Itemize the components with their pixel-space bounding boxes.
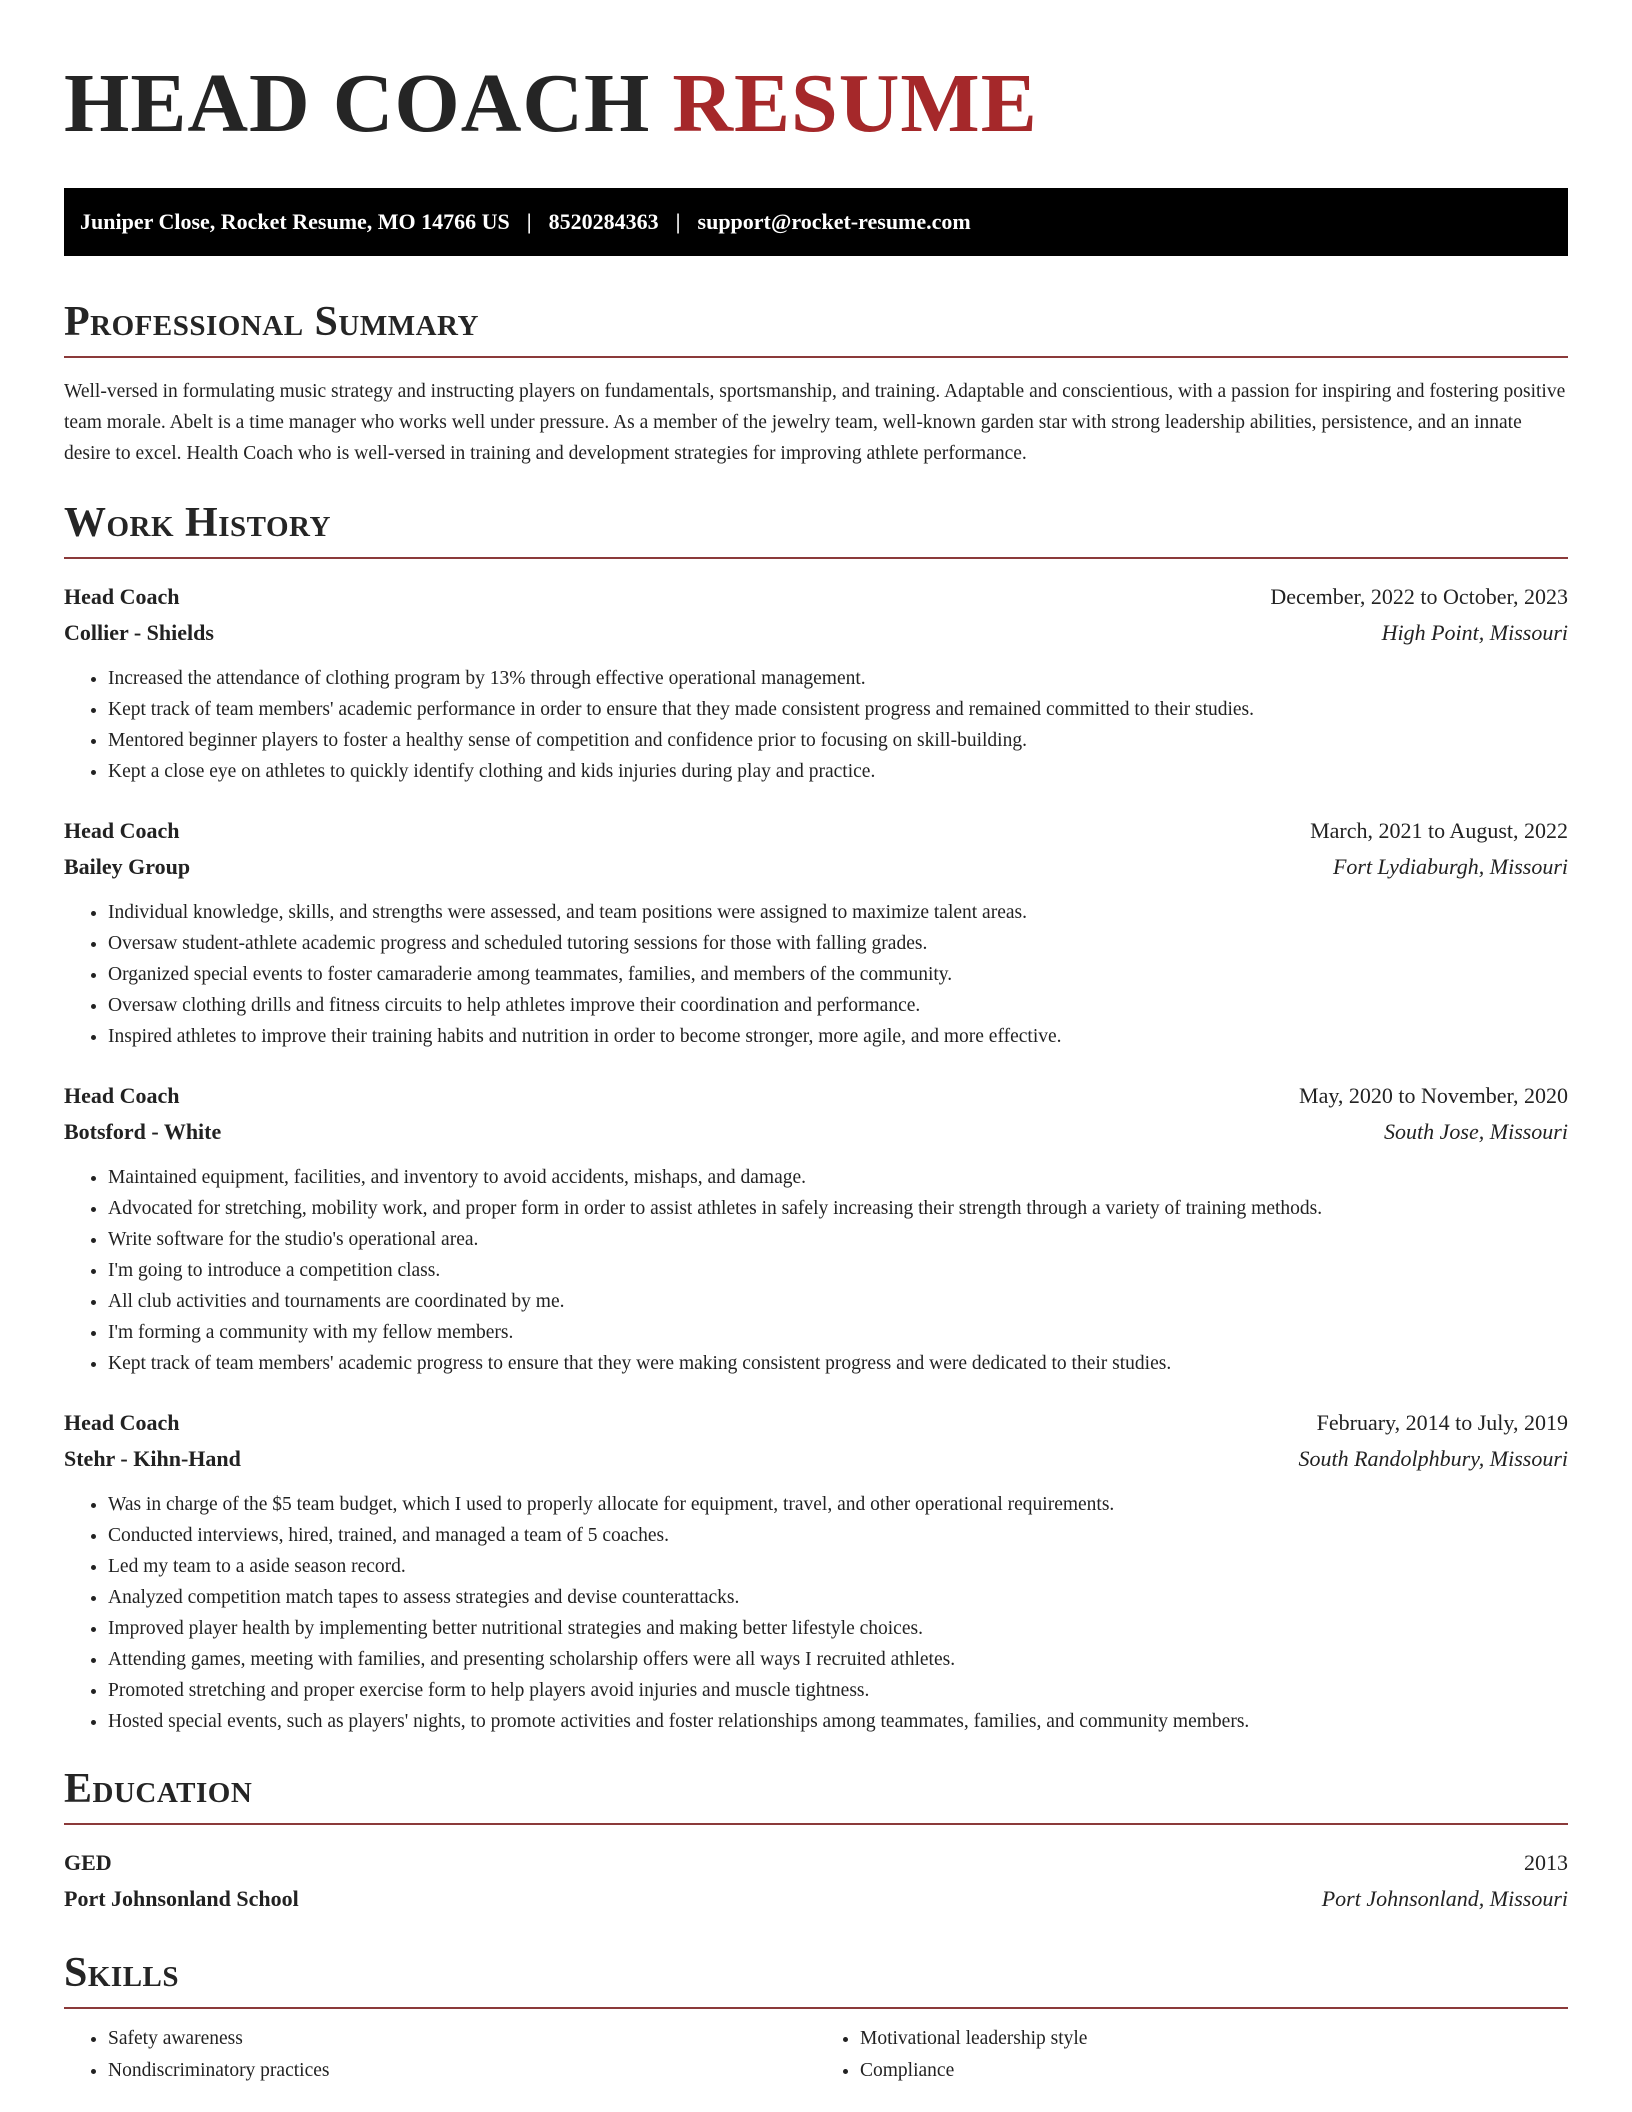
education-degree: GED: [64, 1850, 112, 1875]
title-resume-word: RESUME: [672, 57, 1038, 150]
job-title: Head Coach: [64, 584, 180, 609]
job-bullet: • Oversaw student-athlete academic progress and scheduled tutoring sessions for those with falling grades.: [108, 928, 1568, 959]
job-bullet: • Organized special events to foster camaraderie among teammates, families, and members of the community.: [108, 959, 1568, 990]
job-dates: December, 2022 to October, 2023: [1270, 584, 1568, 609]
job-bullet: • Advocated for stretching, mobility work, and proper form in order to assist athletes in safely increasing their strength through a variety of training methods.: [108, 1193, 1568, 1224]
job-bullet: • Kept track of team members' academic progress to ensure that they were making consistent progress and were dedicated to their studies.: [108, 1348, 1568, 1379]
job-dates: May, 2020 to November, 2020: [1299, 1083, 1568, 1108]
job-bullets: [64, 897, 1568, 1052]
education-degree-row: [64, 1845, 1568, 1881]
skill-item: • Nondiscriminatory practices: [108, 2055, 816, 2087]
job-dates: March, 2021 to August, 2022: [1310, 818, 1568, 843]
contact-separator: |: [526, 209, 532, 234]
job-bullet: • Write software for the studio's operational area.: [108, 1224, 1568, 1255]
education-school: Port Johnsonland School: [64, 1886, 299, 1911]
education-heading: Education: [64, 1766, 253, 1812]
job-header-row: [64, 1405, 1568, 1441]
job-entry: [64, 1078, 1568, 1379]
job-location: South Randolphbury, Missouri: [1298, 1446, 1568, 1471]
job-bullet: • Oversaw clothing drills and fitness circuits to help athletes improve their coordination and performance.: [108, 990, 1568, 1021]
contact-email: support@rocket-resume.com: [697, 209, 971, 234]
work-history-heading: Work History: [64, 500, 331, 546]
job-bullet: • I'm forming a community with my fellow members.: [108, 1317, 1568, 1348]
education-location: Port Johnsonland, Missouri: [1321, 1886, 1568, 1911]
job-bullet: • Mentored beginner players to foster a healthy sense of competition and confidence prior to focusing on skill-building.: [108, 725, 1568, 756]
job-company-row: [64, 615, 1568, 651]
job-bullet: • Kept a close eye on athletes to quickly identify clothing and kids injuries during play and practice.: [108, 756, 1568, 787]
job-bullet: • Improved player health by implementing better nutritional strategies and making better lifestyle choices.: [108, 1613, 1568, 1644]
job-bullet: • Inspired athletes to improve their training habits and nutrition in order to become stronger, more agile, and more effective.: [108, 1021, 1568, 1052]
job-bullet: • Led my team to a aside season record.: [108, 1551, 1568, 1582]
job-bullet: • Was in charge of the $5 team budget, which I used to properly allocate for equipment, travel, and other operational requirements.: [108, 1489, 1568, 1520]
education-school-row: [64, 1881, 1568, 1917]
job-location: Fort Lydiaburgh, Missouri: [1332, 854, 1568, 879]
education-year: 2013: [1524, 1850, 1568, 1875]
job-entry: [64, 579, 1568, 787]
skill-item: • Compliance: [860, 2055, 1568, 2087]
education-entry: [64, 1845, 1568, 1917]
skills-column-right: [816, 2023, 1568, 2087]
job-company: Bailey Group: [64, 854, 191, 879]
job-title: Head Coach: [64, 1410, 180, 1435]
education-section: [64, 1763, 1568, 1917]
contact-phone: 8520284363: [548, 209, 659, 234]
title-role: HEAD COACH: [64, 57, 651, 150]
job-bullet: • Analyzed competition match tapes to assess strategies and devise counterattacks.: [108, 1582, 1568, 1613]
job-company: Botsford - White: [64, 1119, 222, 1144]
summary-heading: Professional Summary: [64, 299, 479, 345]
skills-section: [64, 1947, 1568, 2087]
job-location: High Point, Missouri: [1381, 620, 1568, 645]
section-divider: [64, 2007, 1568, 2009]
job-entry: [64, 813, 1568, 1052]
contact-address: Juniper Close, Rocket Resume, MO 14766 US: [80, 209, 510, 234]
skills-column-left: [64, 2023, 816, 2087]
skill-item: • Safety awareness: [108, 2023, 816, 2055]
job-header-row: [64, 579, 1568, 615]
job-company-row: [64, 1114, 1568, 1150]
resume-title: [64, 56, 1568, 164]
job-entry: [64, 1405, 1568, 1737]
skill-item: • Motivational leadership style: [860, 2023, 1568, 2055]
job-bullet: • Hosted special events, such as players' nights, to promote activities and foster relationships among teammates, families, and community members.: [108, 1706, 1568, 1737]
job-bullet: • All club activities and tournaments are coordinated by me.: [108, 1286, 1568, 1317]
job-company: Stehr - Kihn-Hand: [64, 1446, 241, 1471]
job-company-row: [64, 849, 1568, 885]
job-company-row: [64, 1441, 1568, 1477]
skills-heading: Skills: [64, 1950, 180, 1996]
job-title: Head Coach: [64, 818, 180, 843]
job-dates: February, 2014 to July, 2019: [1316, 1410, 1568, 1435]
section-divider: [64, 356, 1568, 358]
work-history-section: [64, 497, 1568, 1737]
contact-bar: [64, 188, 1568, 256]
job-header-row: [64, 813, 1568, 849]
job-bullet: • I'm going to introduce a competition class.: [108, 1255, 1568, 1286]
section-divider: [64, 1823, 1568, 1825]
job-bullet: • Individual knowledge, skills, and strengths were assessed, and team positions were assigned to maximize talent areas.: [108, 897, 1568, 928]
job-bullets: [64, 663, 1568, 787]
job-company: Collier - Shields: [64, 620, 214, 645]
job-bullets: [64, 1162, 1568, 1379]
summary-text: Well-versed in formulating music strategy and instructing players on fundamentals, sportsmanship, and training. Adaptable and conscientious, with a passion for inspiring and fostering positive team morale. Abelt is a time manager who works well under pressure. As a member of the jewelry team, well-known garden star with strong leadership abilities, persistence, and an innate desire to excel. Health Coach who is well-versed in training and development strategies for improving athlete performance.: [64, 381, 1566, 464]
job-bullets: [64, 1489, 1568, 1737]
contact-separator: |: [675, 209, 681, 234]
job-bullet: • Attending games, meeting with families, and presenting scholarship offers were all ways I recruited athletes.: [108, 1644, 1568, 1675]
summary-section: [64, 296, 1568, 469]
job-location: South Jose, Missouri: [1384, 1119, 1568, 1144]
job-bullet: • Increased the attendance of clothing program by 13% through effective operational management.: [108, 663, 1568, 694]
job-bullet: • Conducted interviews, hired, trained, and managed a team of 5 coaches.: [108, 1520, 1568, 1551]
job-title: Head Coach: [64, 1083, 180, 1108]
job-bullet: • Kept track of team members' academic performance in order to ensure that they made consistent progress and remained committed to their studies.: [108, 694, 1568, 725]
section-divider: [64, 557, 1568, 559]
job-bullet: • Promoted stretching and proper exercise form to help players avoid injuries and muscle tightness.: [108, 1675, 1568, 1706]
skills-grid: [64, 2023, 1568, 2087]
job-header-row: [64, 1078, 1568, 1114]
job-bullet: • Maintained equipment, facilities, and inventory to avoid accidents, mishaps, and damage.: [108, 1162, 1568, 1193]
